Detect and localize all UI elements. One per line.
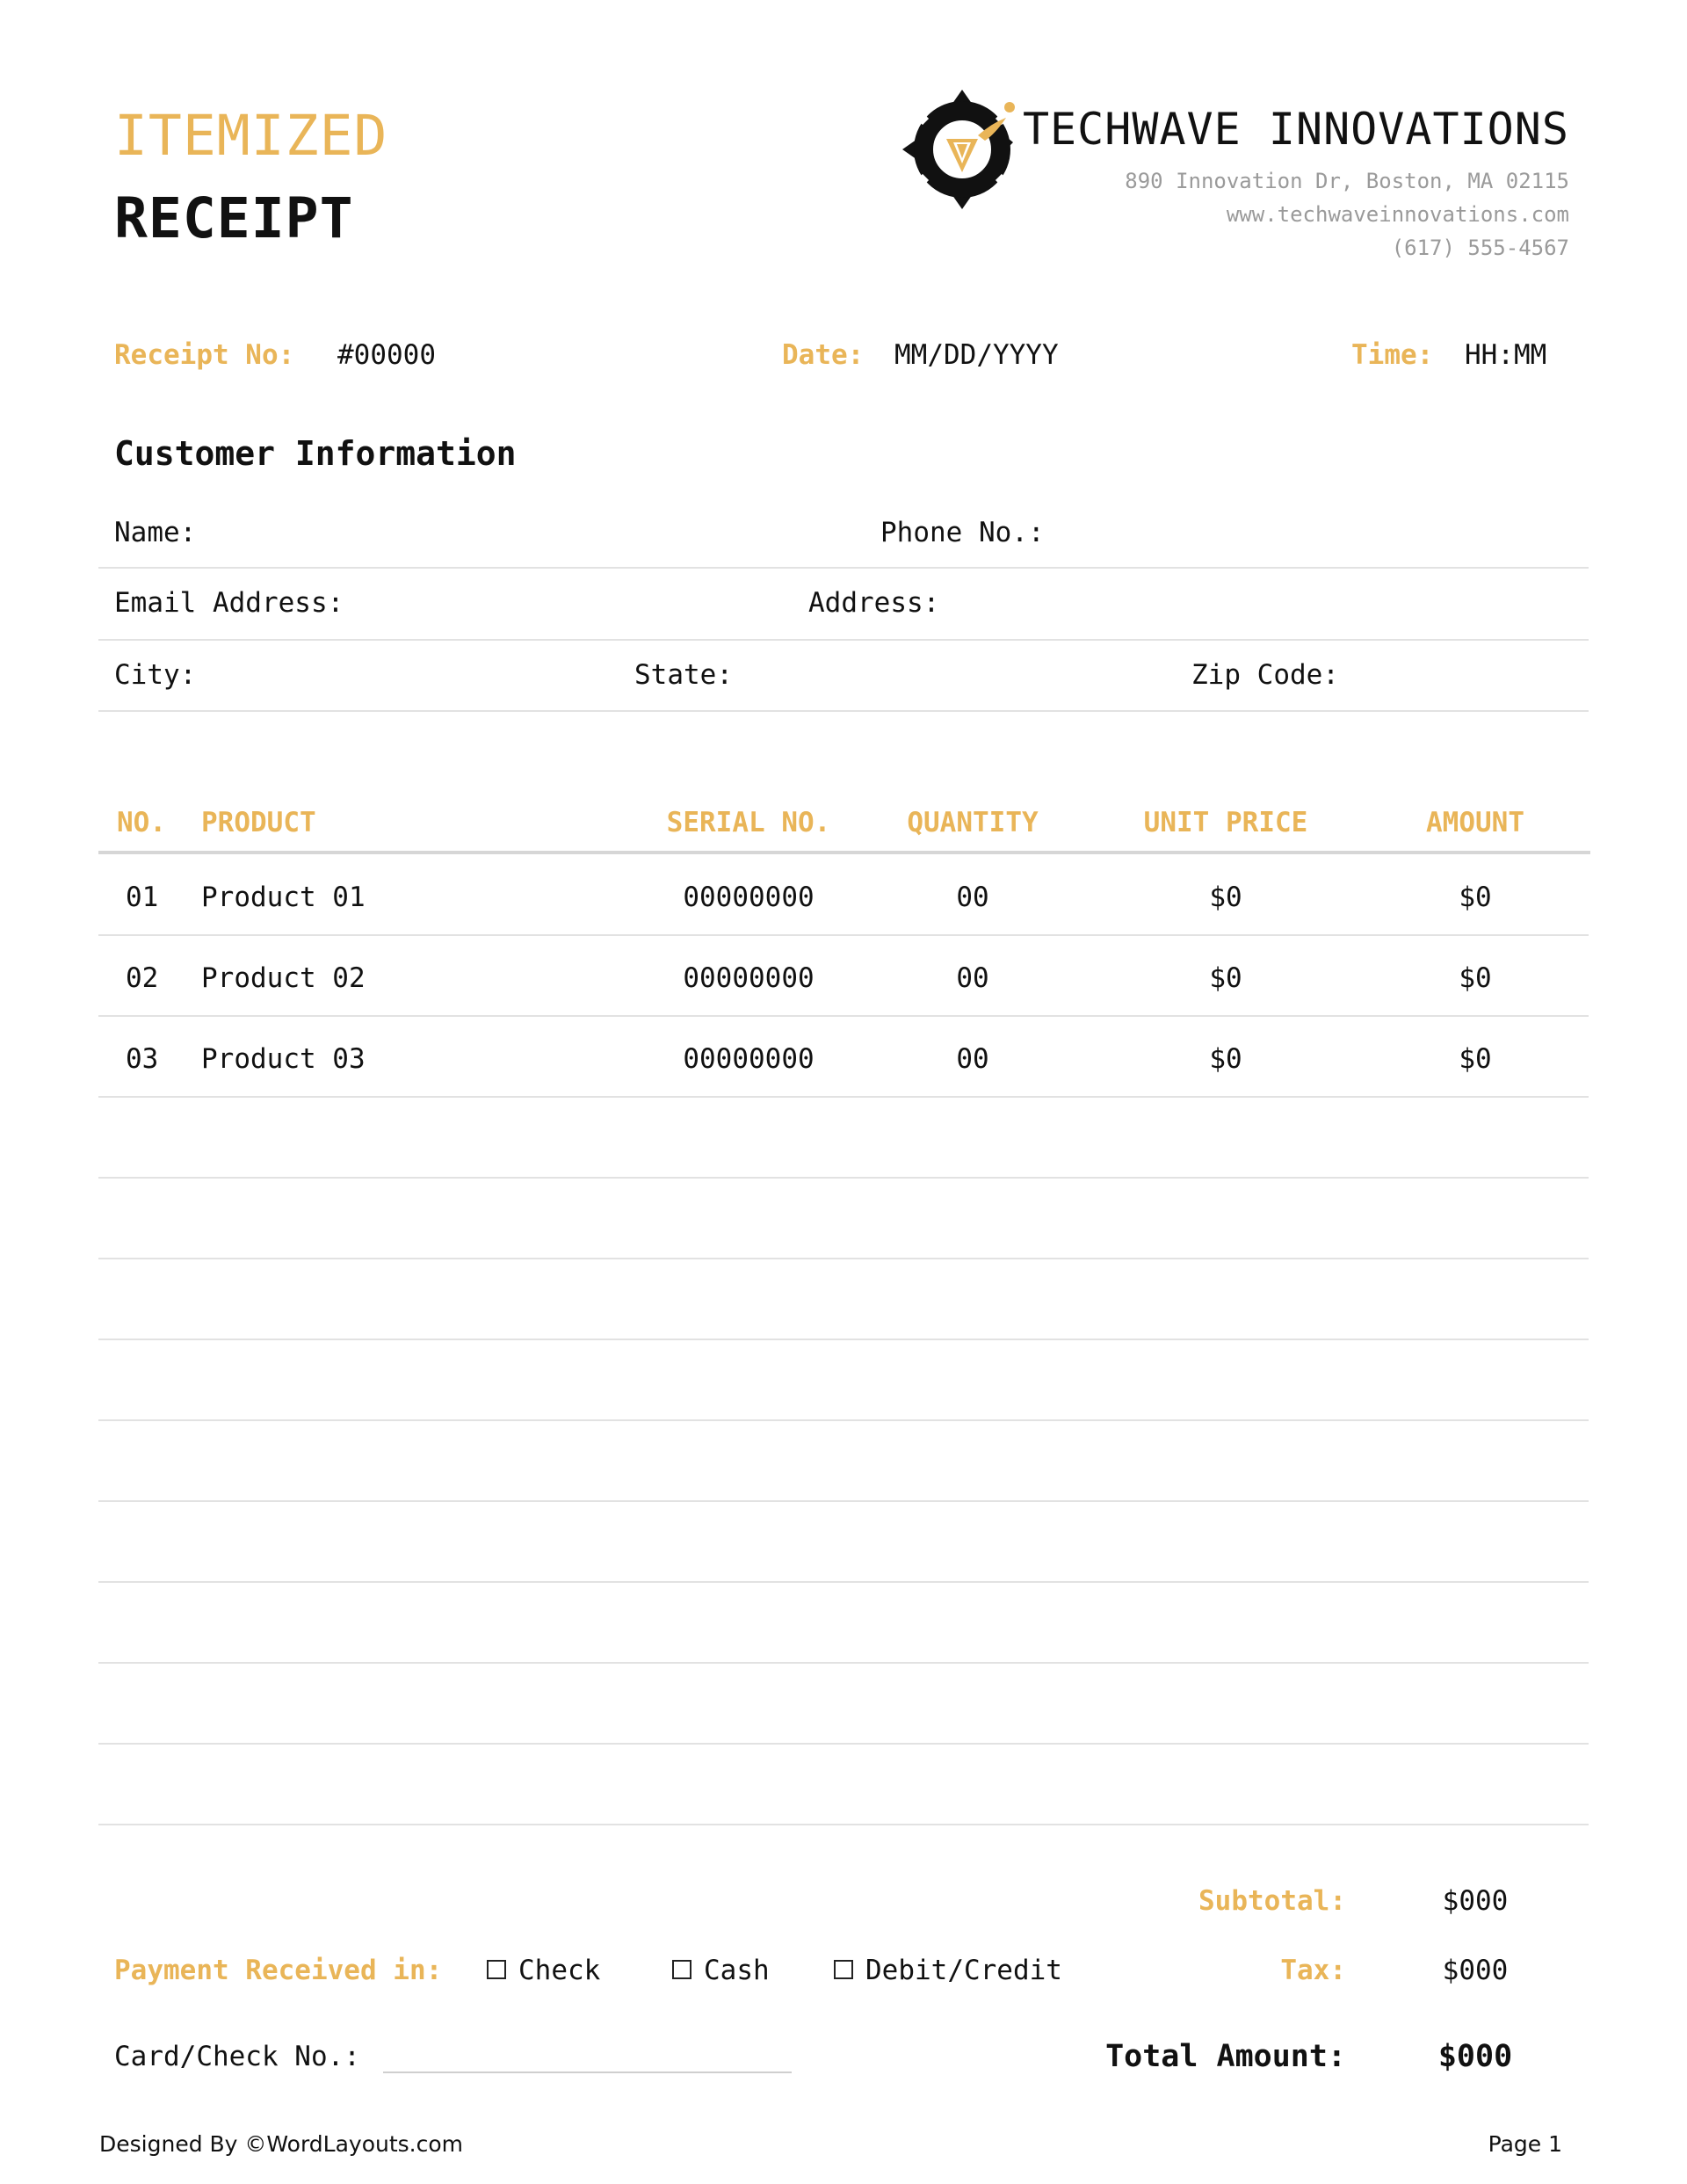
receipt-no-value[interactable]: #00000 [337,339,436,371]
row-unit-price[interactable]: $0 [1209,882,1242,913]
table-row-divider [98,1581,1589,1583]
customer-info-title: Customer Information [114,434,517,473]
customer-divider [98,639,1589,641]
company-name: TECHWAVE INNOVATIONS [1022,104,1569,155]
payment-option-cash[interactable] [672,1955,770,1986]
row-serial[interactable]: 00000000 [683,962,815,994]
payment-label: Payment Received in: [114,1955,443,1986]
time-value[interactable]: HH:MM [1465,339,1547,371]
time-label: Time: [1351,339,1434,371]
col-header-unit-price: UNIT PRICE [1143,807,1308,838]
receipt-title-line1: ITEMIZED [114,104,388,168]
subtotal-value[interactable]: $000 [1442,1885,1509,1917]
table-row-divider [98,1096,1589,1098]
payment-option-debit-credit[interactable] [834,1955,1062,1986]
city-label: City: [114,659,197,691]
date-label: Date: [782,339,865,371]
subtotal-label: Subtotal: [1198,1885,1346,1917]
customer-divider [98,710,1589,712]
row-amount[interactable]: $0 [1459,882,1492,913]
table-row-divider [98,1177,1589,1179]
company-website[interactable]: www.techwaveinnovations.com [1226,202,1569,227]
email-label: Email Address: [114,587,344,619]
total-amount-value[interactable]: $000 [1437,2039,1513,2074]
total-amount-label: Total Amount: [1105,2039,1346,2074]
table-row-divider [98,934,1589,936]
row-quantity[interactable]: 00 [956,1043,989,1075]
payment-option-check[interactable] [487,1955,600,1986]
row-no: 03 [126,1043,159,1075]
checkbox-icon[interactable] [487,1960,506,1979]
compass-logo-icon [901,88,1024,211]
payment-option-label: Debit/Credit [865,1955,1062,1986]
zip-label: Zip Code: [1191,659,1339,691]
row-product[interactable]: Product 03 [201,1043,366,1075]
table-row-divider [98,1339,1589,1340]
name-label: Name: [114,517,197,548]
checkbox-icon[interactable] [834,1960,853,1979]
payment-option-label: Check [518,1955,601,1986]
checkbox-icon[interactable] [672,1960,691,1979]
tax-value[interactable]: $000 [1442,1955,1509,1986]
state-label: State: [634,659,733,691]
row-quantity[interactable]: 00 [956,962,989,994]
row-no: 01 [126,882,159,913]
row-amount[interactable]: $0 [1459,1043,1492,1075]
customer-divider [98,567,1589,569]
date-value[interactable]: MM/DD/YYYY [894,339,1059,371]
row-serial[interactable]: 00000000 [683,1043,815,1075]
row-product[interactable]: Product 01 [201,882,366,913]
receipt-no-label: Receipt No: [114,339,295,371]
tax-label: Tax: [1280,1955,1346,1986]
col-header-product: PRODUCT [201,807,316,838]
row-unit-price[interactable]: $0 [1209,962,1242,994]
card-check-label: Card/Check No.: [114,2041,360,2072]
footer-credit: Designed By ©WordLayouts.com [99,2131,464,2157]
row-quantity[interactable]: 00 [956,882,989,913]
table-row-divider [98,1015,1589,1017]
table-row-divider [98,1824,1589,1825]
company-address: 890 Innovation Dr, Boston, MA 02115 [1125,169,1569,193]
table-row-divider [98,1662,1589,1664]
col-header-serial: SERIAL NO. [666,807,831,838]
table-row-divider [98,1743,1589,1745]
card-check-input-line[interactable] [383,2072,792,2073]
table-row-divider [98,1500,1589,1502]
col-header-quantity: QUANTITY [907,807,1039,838]
row-serial[interactable]: 00000000 [683,882,815,913]
table-header-divider [98,851,1590,854]
row-no: 02 [126,962,159,994]
payment-option-label: Cash [704,1955,770,1986]
row-amount[interactable]: $0 [1459,962,1492,994]
row-product[interactable]: Product 02 [201,962,366,994]
table-row-divider [98,1419,1589,1421]
phone-label: Phone No.: [880,517,1045,548]
receipt-title-line2: RECEIPT [114,186,354,250]
page-number: Page 1 [1488,2131,1562,2157]
row-unit-price[interactable]: $0 [1209,1043,1242,1075]
table-row-divider [98,1258,1589,1259]
address-label: Address: [808,587,940,619]
col-header-no: NO. [117,807,166,838]
col-header-amount: AMOUNT [1426,807,1524,838]
company-phone: (617) 555-4567 [1391,236,1569,260]
